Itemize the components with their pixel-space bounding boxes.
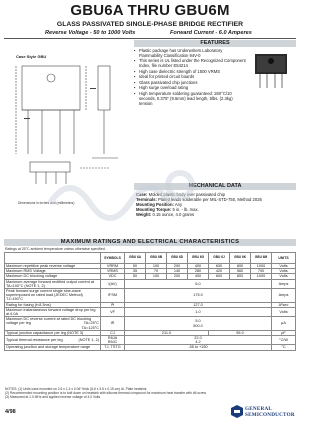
document-subtitle: GLASS PASSIVATED SINGLE-PHASE BRIDGE RECTIFIER (56, 21, 244, 28)
ratings-note: Ratings at 25°C ambient temperature unless otherwise specified. (5, 247, 106, 251)
table-row (5, 307, 296, 316)
case-style-label: Case Style GBU (16, 54, 47, 59)
table-cell: µA (272, 317, 296, 331)
table-cell: 175.0 (125, 289, 272, 303)
package-photo (247, 50, 295, 90)
mechanical-line: Mounting Position: Any (136, 202, 183, 208)
ratings-heading: MAXIMUM RATINGS AND ELECTRICAL CHARACTERISTICS (4, 239, 296, 246)
table-row (5, 289, 296, 303)
table-row (5, 345, 296, 350)
note-line: (2) Recommended mounting position is to bolt down on heatsink with silicone thermal compound for maximum heat transfer with #6 screw (5, 391, 207, 395)
mechanical-data-heading: MECHANICAL DATA (134, 183, 296, 190)
param-text: Typical thermal resistance per leg (6, 338, 63, 343)
table-cell: TJ, TSTG (101, 345, 125, 350)
feature-item: ▪ High surge overload rating (134, 86, 246, 91)
table-cell: 1000 (251, 274, 272, 279)
table-cell: 280 (188, 269, 209, 274)
table-cell: 140 (167, 269, 188, 274)
table-row (5, 336, 296, 345)
feature-item: ▪ Ideal for printed circuit boards (134, 75, 246, 80)
table-cell: 35 (125, 269, 146, 274)
table-cell: Maximum DC blocking voltage (5, 274, 101, 279)
feature-item: ▪ High temperature soldering guaranteed: 260°C/10 seconds, 0.375" (9.5mm) lead length, 5lbs. (2.3kg) tension (134, 92, 246, 107)
table-cell: 700 (251, 269, 272, 274)
table-cell: 95.0 (209, 330, 272, 335)
table-cell: Maximum RMS Voltage (5, 269, 101, 274)
table-cell: Maximum instantaneous forward voltage drop per leg at 6.0A (5, 307, 101, 316)
table-cell: 1.0 (125, 307, 272, 316)
table-cell: 5.0 500.0 (125, 317, 272, 331)
table-cell: IFSM (101, 289, 125, 303)
ratings-table (4, 252, 296, 351)
table-header-row (5, 253, 296, 264)
table-cell: Volts (272, 269, 296, 274)
table-cell: Volts (272, 274, 296, 279)
condition-text: TA=25°C TA=125°C (81, 321, 99, 330)
table-cell: 600 (209, 274, 230, 279)
table-cell: VRMS (101, 269, 125, 274)
table-cell: Rating for fusing (t<8.3ms) (5, 302, 101, 307)
table-cell: pF (272, 330, 296, 335)
table-cell: 800 (230, 274, 251, 279)
table-cell (5, 317, 101, 331)
table-cell: 400 (188, 274, 209, 279)
table-cell: 70 (146, 269, 167, 274)
table-cell: 560 (230, 269, 251, 274)
mechanical-line: Case: Molded plastic body over passivated chip (136, 192, 225, 197)
table-row (5, 279, 296, 288)
notes-block (5, 387, 295, 399)
note-line: NOTES: (1) Units case mounted on 2.6 x 1.4 x 0.06" thick (6.6 x 3.5 x 0.15 cm) Al. Plate heatsink (5, 387, 147, 391)
table-cell: 22.0 4.2 (125, 336, 272, 345)
feature-item: ▪ High case dielectric strength of 1500 VRMS (134, 70, 246, 75)
table-cell: 200 (167, 264, 188, 269)
table-cell: 1000 (251, 264, 272, 269)
table-cell: 50 (125, 274, 146, 279)
feature-item: ▪ Plastic package has Underwriters Laboratory Flammability Classification 94V-0 (134, 49, 246, 59)
table-cell: Amps (272, 289, 296, 303)
table-cell: 100 (146, 264, 167, 269)
mechanical-data (136, 192, 294, 217)
table-cell: A²sec (272, 302, 296, 307)
header-cell: GBU 6K (230, 253, 251, 264)
table-cell: 600 (209, 264, 230, 269)
table-cell: 127.0 (125, 302, 272, 307)
param-text: Maximum DC reverse current at rated DC blocking voltage per leg (6, 317, 92, 326)
table-cell: 400 (188, 264, 209, 269)
feature-item: ▪ This series is UL listed under the Recognized Component Index, file number E54214 (134, 59, 246, 69)
package-outline-drawing (10, 58, 128, 200)
table-cell: Peak forward surge current single sine-wave superimposed on rated load (JEDEC Method) TJ=150°C (5, 289, 101, 303)
table-cell: °C/W (272, 336, 296, 345)
table-cell: IR (101, 317, 125, 331)
mechanical-line: Terminals: Plated leads solderable per MIL-STD-750, Method 2026 (136, 197, 262, 203)
table-cell: Maximum repetitive peak reverse voltage (5, 264, 101, 269)
note-line: (3) Measured at 1.0 MHz and applied reverse voltage of 4.0 Volts (5, 395, 101, 399)
table-cell: 6.0 (125, 279, 272, 288)
forward-current-text: Forward Current - 6.0 Amperes (170, 30, 252, 36)
logo-mark-icon (231, 405, 243, 418)
table-cell: Maximum average forward rectified output current at TA=100°C (NOTE 1, 2) (5, 279, 101, 288)
table-cell: -55 to +150 (125, 345, 272, 350)
header-cell: GBU 6M (251, 253, 272, 264)
table-cell: I(AV) (101, 279, 125, 288)
table-cell (5, 336, 101, 345)
logo-text-line1: GENERAL (245, 406, 273, 412)
reverse-voltage-text: Reverse Voltage - 50 to 1000 Volts (45, 30, 136, 36)
table-cell: Volts (272, 307, 296, 316)
header-cell: GBU 6J (209, 253, 230, 264)
table-cell: 50 (125, 264, 146, 269)
table-cell: °C (272, 345, 296, 350)
dimension-note: Dimensions in inches and (millimeters) (18, 201, 75, 205)
table-cell: 100 (146, 274, 167, 279)
table-cell: Amps (272, 279, 296, 288)
mechanical-line: Mounting Torque: 5 in. - lb. max. (136, 207, 199, 213)
mechanical-line: Weight: 0.15 ounce, 4.0 grams (136, 212, 195, 218)
table-cell: VRRM (101, 264, 125, 269)
company-logo (231, 404, 295, 420)
table-cell: 211.0 (125, 330, 209, 335)
header-cell: GBU 6G (188, 253, 209, 264)
document-title: GBU6A THRU GBU6M (70, 2, 230, 19)
page-number: 4/98 (5, 409, 16, 415)
feature-item: ▪ Glass passivated chip junctions (134, 81, 246, 86)
logo-text-line2: SEMICONDUCTOR (245, 412, 295, 418)
table-cell: 200 (167, 274, 188, 279)
header-divider (4, 38, 296, 39)
header-cell: GBU 6A (125, 253, 146, 264)
header-cell: UNITS (272, 253, 296, 264)
table-cell: RθJA RθJC (101, 336, 125, 345)
header-cell (5, 253, 101, 264)
table-cell: VDC (101, 274, 125, 279)
table-cell: CJ (101, 330, 125, 335)
header-cell: SYMBOLS (101, 253, 125, 264)
table-cell: I²t (101, 302, 125, 307)
table-cell: Volts (272, 264, 296, 269)
table-cell: Operating junction and storage temperature range (5, 345, 101, 350)
header-cell: GBU 6B (146, 253, 167, 264)
header-cell: GBU 6D (167, 253, 188, 264)
table-cell: 420 (209, 269, 230, 274)
table-row (5, 317, 296, 331)
features-list (134, 49, 246, 107)
table-cell: VF (101, 307, 125, 316)
features-heading: FEATURES (134, 40, 296, 47)
table-cell: 800 (230, 264, 251, 269)
condition-text: (NOTE 1, 2) (78, 338, 99, 343)
table-cell: Typical junction capacitance per leg (NOTE 3) (5, 330, 101, 335)
